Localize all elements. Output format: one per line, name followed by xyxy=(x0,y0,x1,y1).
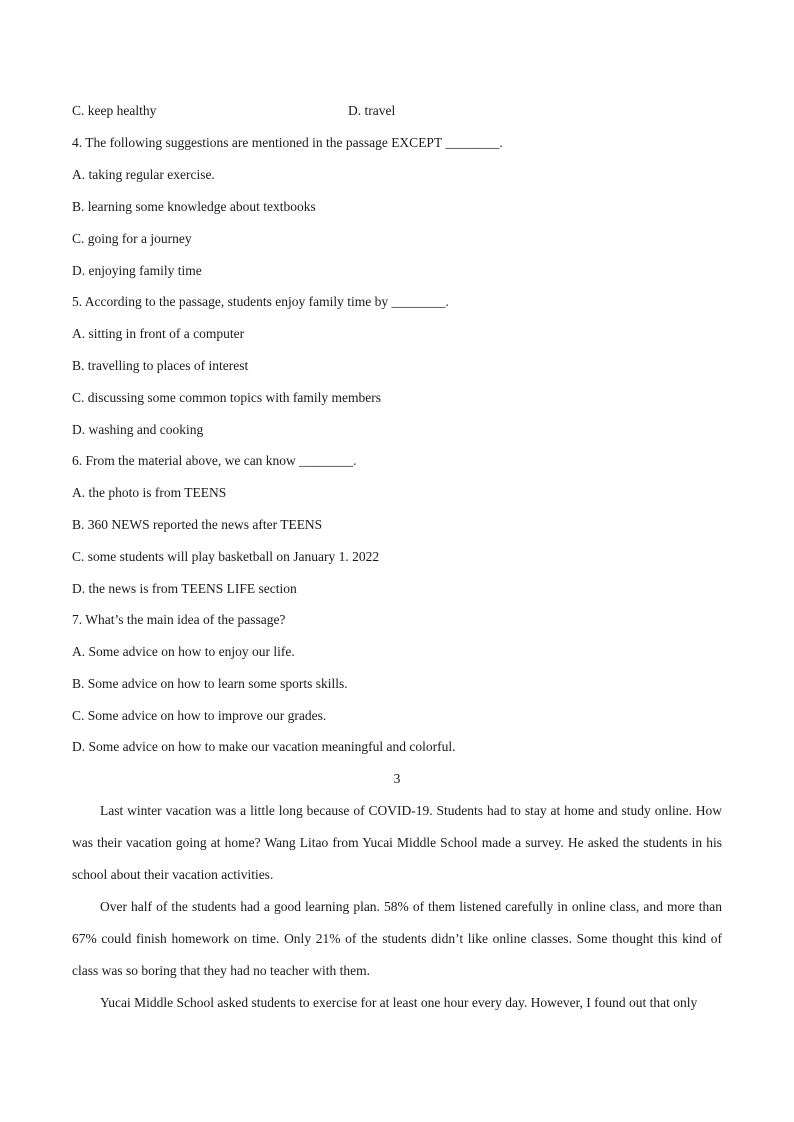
section-number: 3 xyxy=(393,771,401,786)
q5-option-a: A. sitting in front of a computer xyxy=(72,326,245,341)
q3-option-c: C. keep healthy xyxy=(72,103,157,118)
passage-paragraph xyxy=(72,987,722,1019)
passage-paragraph-1-text: Last winter vacation was a little long because of COVID-19. Students had to stay at home and study online. How was their vacation going at home? Wang Litao from Yucai Middle School made a survey. He asked the students in his school about their vacation activities. xyxy=(72,803,722,882)
passage-paragraph-3-text: Yucai Middle School asked students to exercise for at least one hour every day. However, I found out that only xyxy=(100,995,698,1010)
q6-option-a: A. the photo is from TEENS xyxy=(72,485,227,500)
q7-option-a: A. Some advice on how to enjoy our life. xyxy=(72,644,295,659)
q4-option-d: D. enjoying family time xyxy=(72,263,202,278)
q4-stem: 4. The following suggestions are mentioned in the passage EXCEPT ________. xyxy=(72,135,503,150)
q7-option-b: B. Some advice on how to learn some sports skills. xyxy=(72,676,348,691)
q7-option-c: C. Some advice on how to improve our grades. xyxy=(72,708,327,723)
passage-paragraph-2-text: Over half of the students had a good learning plan. 58% of them listened carefully in online class, and more than 67% could finish homework on time. Only 21% of the students didn’t like online classes. Some thought this kind of class was so boring that they had no teacher with them. xyxy=(72,899,722,978)
q3-option-d: D. travel xyxy=(348,103,396,118)
q5-option-c: C. discussing some common topics with family members xyxy=(72,390,381,405)
q4-option-b: B. learning some knowledge about textbooks xyxy=(72,199,316,214)
q6-option-d: D. the news is from TEENS LIFE section xyxy=(72,581,297,596)
q4-option-c: C. going for a journey xyxy=(72,231,192,246)
q7-option-d: D. Some advice on how to make our vacation meaningful and colorful. xyxy=(72,739,456,754)
q5-option-d: D. washing and cooking xyxy=(72,422,204,437)
passage-paragraph xyxy=(72,891,722,987)
q7-stem: 7. What’s the main idea of the passage? xyxy=(72,612,286,627)
q5-stem: 5. According to the passage, students enjoy family time by ________. xyxy=(72,294,449,309)
passage-paragraph xyxy=(72,795,722,891)
q6-stem: 6. From the material above, we can know ________. xyxy=(72,453,357,468)
q6-option-c: C. some students will play basketball on January 1. 2022 xyxy=(72,549,380,564)
q6-option-b: B. 360 NEWS reported the news after TEENS xyxy=(72,517,323,532)
q5-option-b: B. travelling to places of interest xyxy=(72,358,249,373)
q4-option-a: A. taking regular exercise. xyxy=(72,167,215,182)
